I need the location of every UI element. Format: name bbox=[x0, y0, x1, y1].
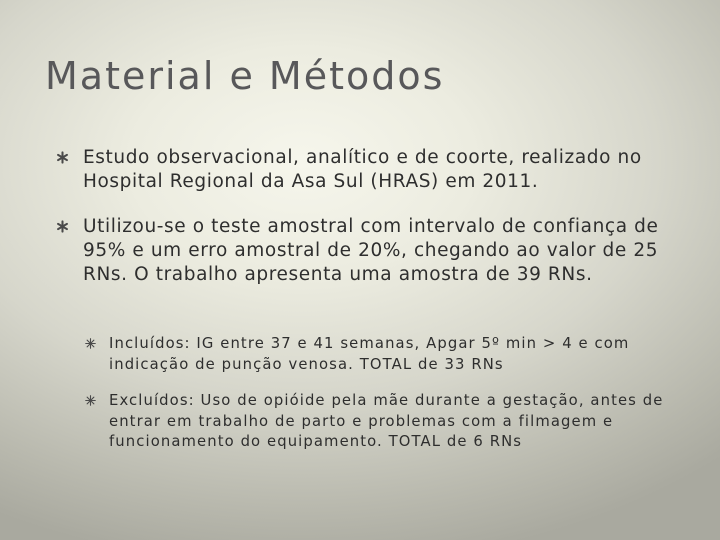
asterisk-bullet-icon bbox=[56, 151, 69, 164]
snowflake-bullet-icon bbox=[85, 338, 96, 349]
sub-bullet-list bbox=[85, 334, 685, 469]
bullet-item-sample bbox=[56, 215, 676, 287]
sub-bullet-item-included bbox=[85, 334, 685, 375]
slide-title: Material e Métodos bbox=[45, 54, 445, 98]
bullet-text: Utilizou-se o teste amostral com intervalo de confiança de 95% e um erro amostral de 20%, chegando ao valor de 25 RNs. O trabalho apresenta uma amostra de 39 RNs. bbox=[83, 216, 659, 285]
sub-bullet-item-excluded bbox=[85, 391, 685, 453]
bullet-text: Estudo observacional, analítico e de coorte, realizado no Hospital Regional da Asa Sul (HRAS) em 2011. bbox=[83, 147, 642, 192]
sub-bullet-text: Incluídos: IG entre 37 e 41 semanas, Apgar 5º min > 4 e com indicação de punção venosa. TOTAL de 33 RNs bbox=[109, 335, 630, 373]
snowflake-bullet-icon bbox=[85, 395, 96, 406]
bullet-list bbox=[56, 146, 676, 308]
sub-bullet-text: Excluídos: Uso de opióide pela mãe durante a gestação, antes de entrar em trabalho de parto e problemas com a filmagem e funcionamento do equipamento. TOTAL de 6 RNs bbox=[109, 392, 664, 450]
bullet-item-study-design bbox=[56, 146, 676, 194]
asterisk-bullet-icon bbox=[56, 220, 69, 233]
